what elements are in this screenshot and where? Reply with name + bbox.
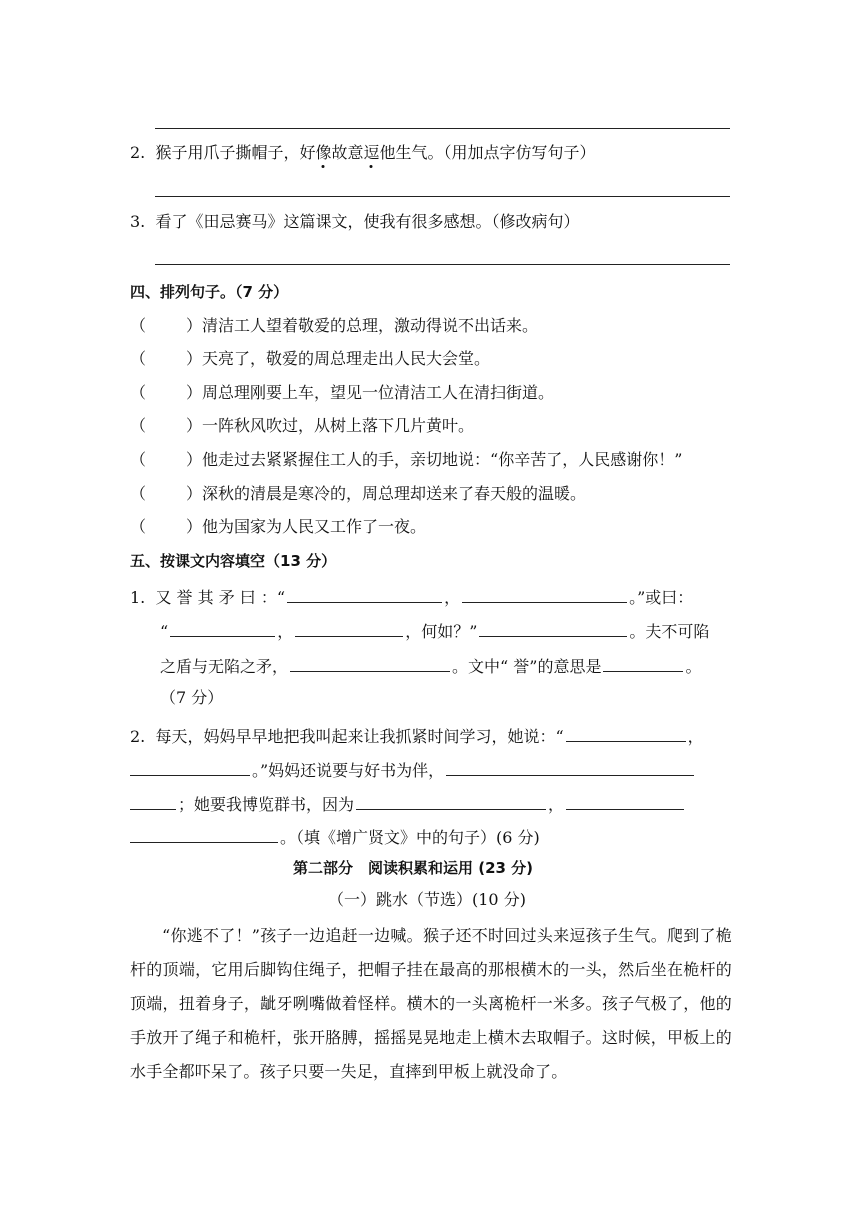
question-number: 2. <box>130 143 146 162</box>
dotted-char: 像 <box>315 143 332 162</box>
answer-blank[interactable]: （ ） <box>130 517 203 536</box>
reading-passage: “你逃不了！”孩子一边追赶一边喊。猴子还不时回过头来逗孩子生气。爬到了桅杆的顶端，它用后脚钩住绳子，把帽子挂在最高的那根横木的一头，然后坐在桅杆的顶端，扭着身子，龇牙咧嘴做着怪样。横木的一头离桅杆一米多。孩子气极了，他的手放开了绳子和桅杆，张开胳膊，摇摇晃晃地走上横木去取帽子。这时候，甲板上的水手全都吓呆了。孩子只要一失足，直摔到甲板上就没命了。 <box>130 926 732 1081</box>
answer-blank[interactable] <box>290 654 450 672</box>
answer-blank[interactable] <box>462 585 627 603</box>
score-note: （7 分） <box>160 688 224 707</box>
question-number: 3. <box>130 212 146 231</box>
question-text: 猴子用爪子撕帽子，好像故意逗他生气。（用加点字仿写句子） <box>155 143 596 162</box>
ordering-item <box>130 349 490 369</box>
answer-blank[interactable] <box>130 758 250 776</box>
fill-line: 2. 每天，妈妈早早地把我叫起来让我抓紧时间学习，她说：“ ， <box>130 724 704 747</box>
item-text: 天亮了，敬爱的周总理走出人民大会堂。 <box>202 349 491 368</box>
ordering-item <box>130 316 538 336</box>
section-5-title: 五、按课文内容填空（13 分） <box>130 552 337 570</box>
answer-blank[interactable] <box>603 654 683 672</box>
answer-blank[interactable] <box>287 585 442 603</box>
answer-blank[interactable] <box>479 619 627 637</box>
answer-blank[interactable]: （ ） <box>130 450 203 469</box>
item-text: 一阵秋风吹过，从树上落下几片黄叶。 <box>202 416 475 435</box>
item-text: 他走过去紧紧握住工人的手，亲切地说：“你辛苦了，人民感谢你！” <box>202 450 683 469</box>
ordering-item <box>130 450 682 470</box>
fill-line: 。”妈妈还说要与好书为伴， <box>130 758 696 781</box>
ordering-item <box>130 416 474 436</box>
answer-blank[interactable] <box>170 619 275 637</box>
answer-blank[interactable]: （ ） <box>130 484 203 503</box>
fill-line: 。（填《增广贤文》中的句子）(6 分) <box>130 825 540 848</box>
answer-blank[interactable] <box>130 825 278 843</box>
fill-line: “ ， ，何如？” 。夫不可陷 <box>160 619 709 642</box>
answer-blank[interactable] <box>130 792 176 810</box>
question-text: 看了《田忌赛马》这篇课文，使我有很多感想。（修改病句） <box>155 212 580 231</box>
ordering-item <box>130 484 586 504</box>
fill-line: 之盾与无陷之矛， 。文中“ 誉”的意思是 。 <box>160 654 701 677</box>
item-text: 深秋的清晨是寒冷的，周总理却送来了春天般的温暖。 <box>202 484 587 503</box>
answer-blank[interactable]: （ ） <box>130 349 203 368</box>
question-2 <box>130 143 596 163</box>
answer-line[interactable] <box>155 196 730 197</box>
fill-line: 1. 又 誉 其 矛 曰 ：“ ， 。”或曰： <box>130 585 693 608</box>
answer-line[interactable] <box>155 264 730 265</box>
item-text: 他为国家为人民又工作了一夜。 <box>202 517 427 536</box>
fill-line: ；她要我博览群书，因为 ， <box>130 792 686 815</box>
answer-blank[interactable] <box>566 792 684 810</box>
ordering-item <box>130 383 554 403</box>
reading-subtitle: （一）跳水（节选）(10 分) <box>328 890 526 909</box>
part-2-title: 第二部分 阅读积累和运用 (23 分) <box>293 859 534 877</box>
answer-blank[interactable] <box>356 792 546 810</box>
answer-blank[interactable]: （ ） <box>130 316 203 335</box>
answer-blank[interactable] <box>566 724 686 742</box>
answer-blank[interactable] <box>295 619 403 637</box>
section-4-title: 四、排列句子。（7 分） <box>130 283 289 301</box>
question-3 <box>130 212 579 232</box>
ordering-item <box>130 517 426 537</box>
answer-blank[interactable]: （ ） <box>130 416 203 435</box>
item-text: 周总理刚要上车，望见一位清洁工人在清扫街道。 <box>202 383 555 402</box>
answer-blank[interactable] <box>446 758 694 776</box>
answer-blank[interactable]: （ ） <box>130 383 203 402</box>
dotted-char: 逗 <box>363 143 380 162</box>
answer-line[interactable] <box>155 128 730 129</box>
item-text: 清洁工人望着敬爱的总理，激动得说不出话来。 <box>202 316 539 335</box>
